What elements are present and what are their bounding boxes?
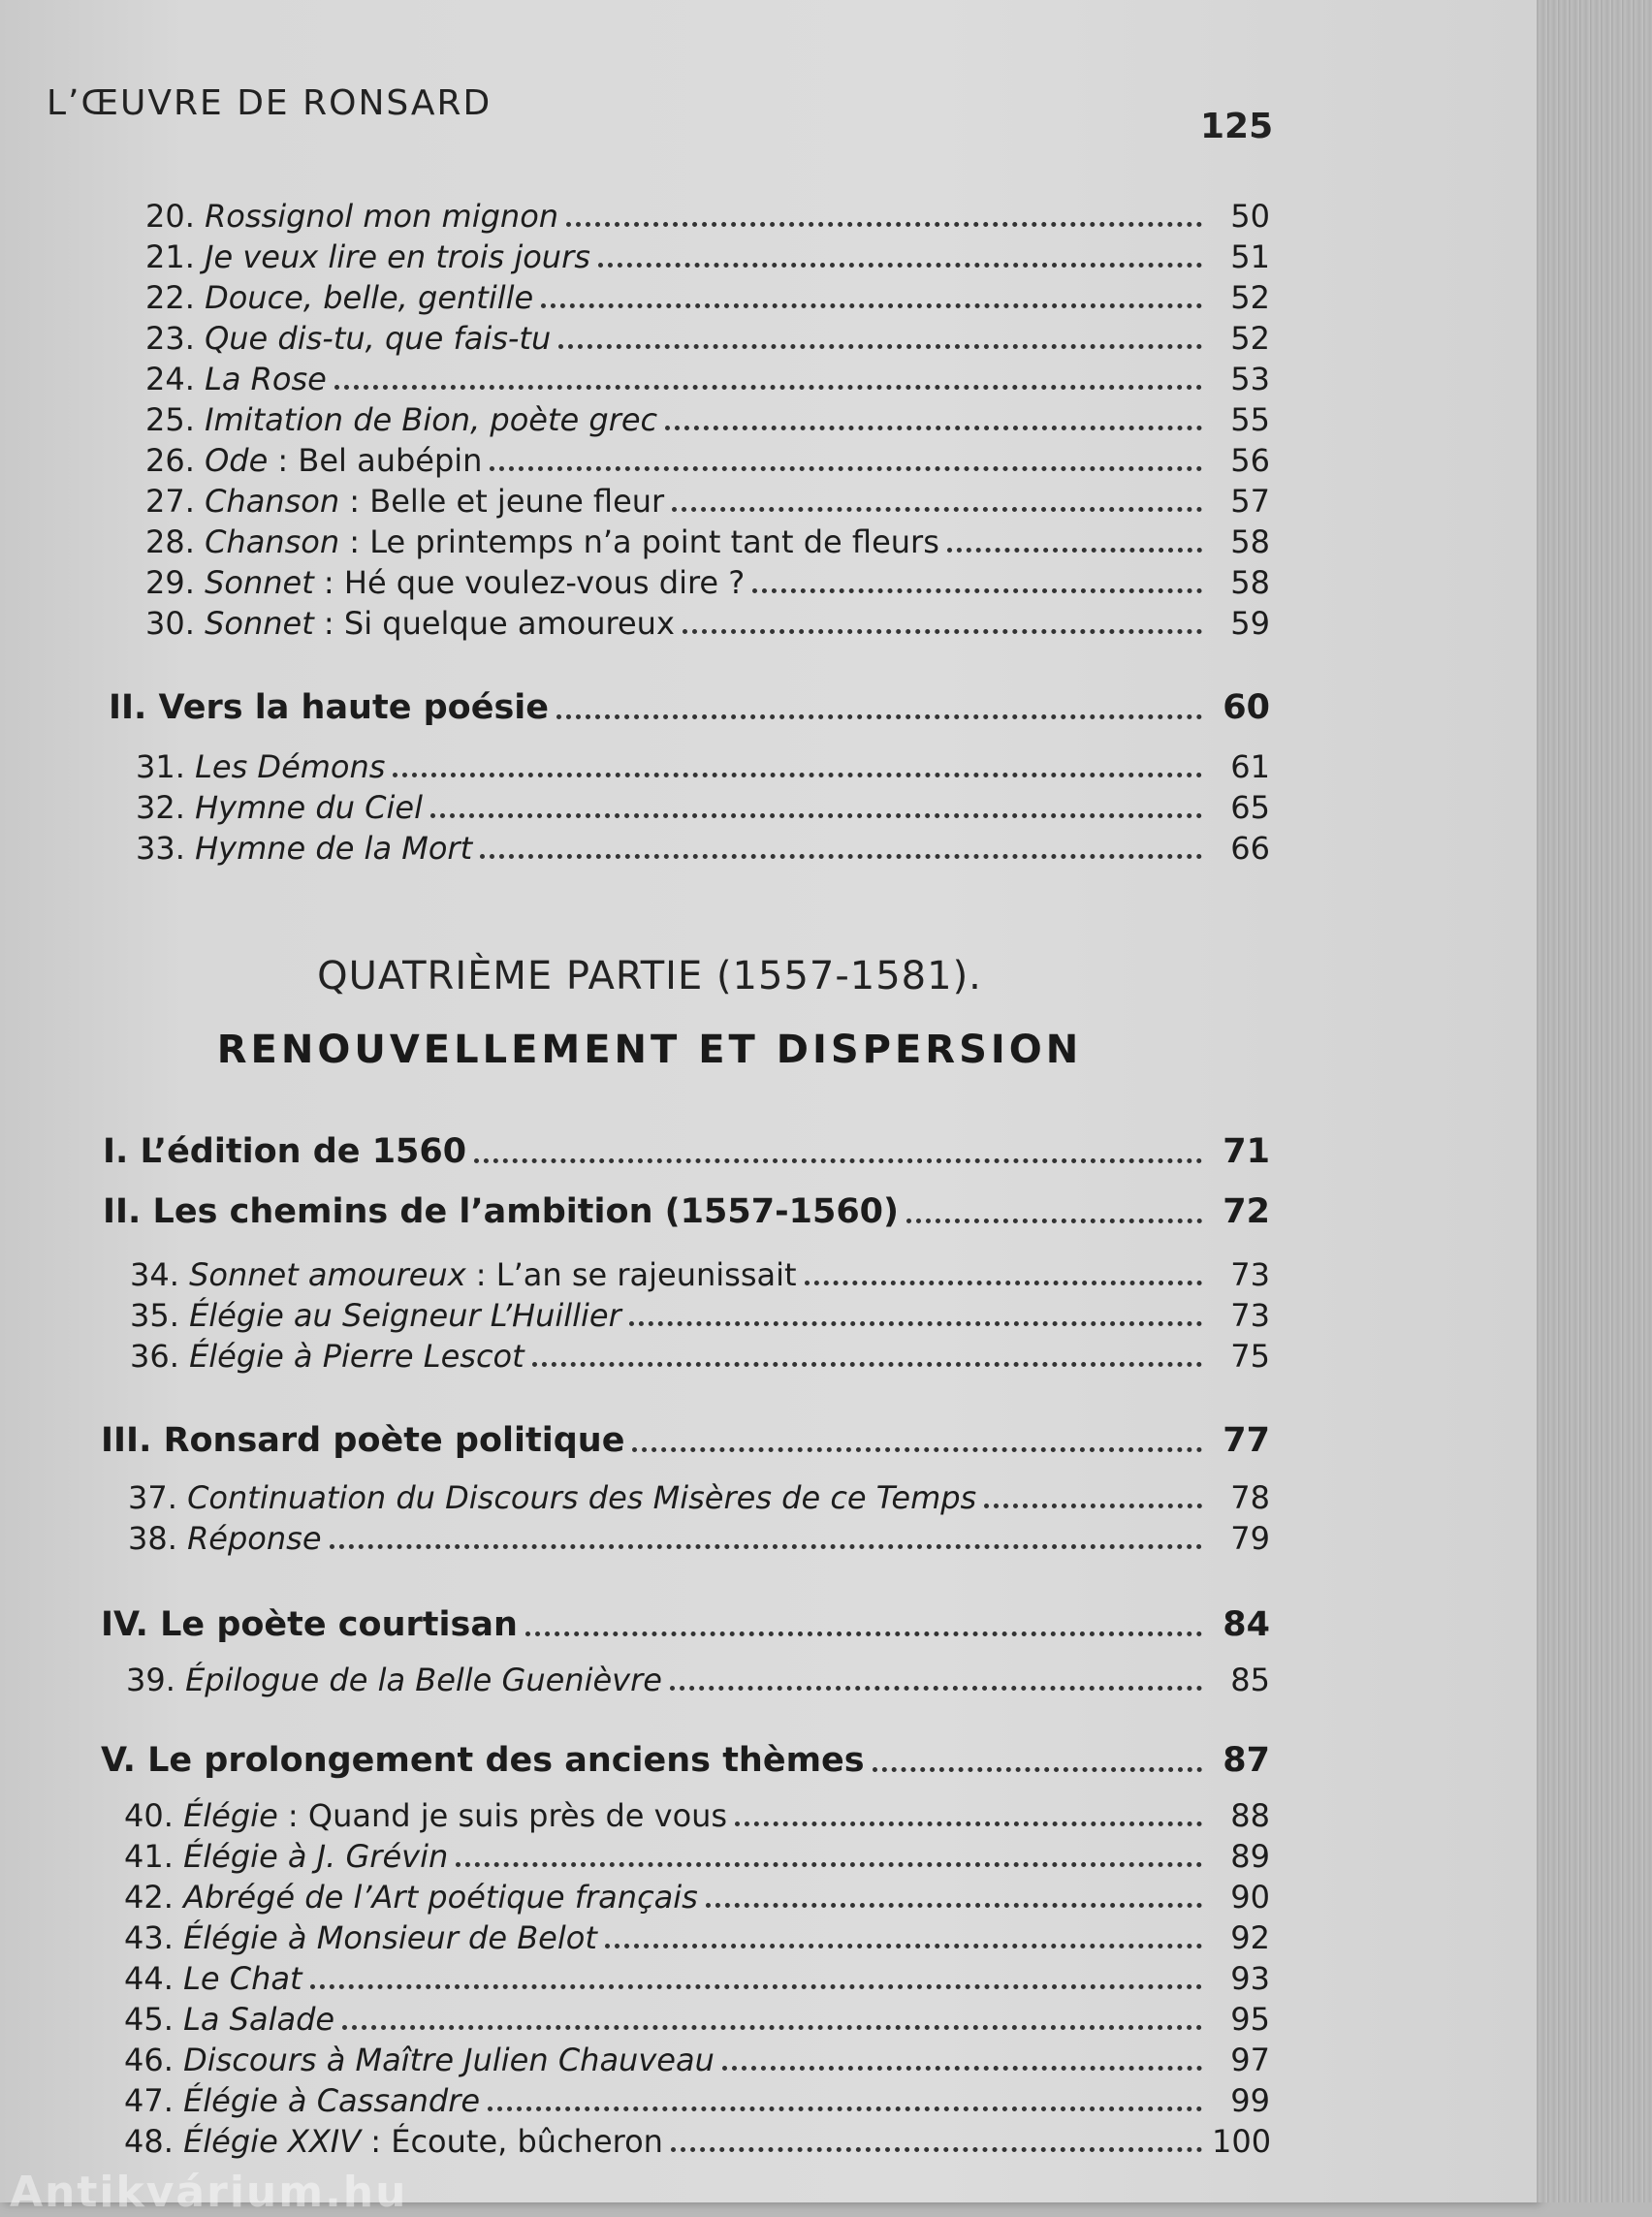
section-number: II. [109, 688, 159, 727]
dot-leader [873, 1767, 1202, 1772]
dot-leader [532, 1362, 1202, 1367]
toc-section[interactable] [0, 679, 1270, 727]
entry-number: 47. [124, 2082, 184, 2119]
entry-page: 89 [1230, 1838, 1270, 1875]
dot-leader [722, 2066, 1202, 2071]
section-title: L’édition de 1560 [140, 1132, 467, 1171]
toc-entry[interactable] [0, 1514, 1270, 1557]
entry-title: Épilogue de la Belle Guenièvre [185, 1662, 662, 1698]
toc-entry[interactable] [0, 1914, 1270, 1956]
entry-page: 61 [1230, 748, 1270, 785]
entry-number: 25. [145, 401, 206, 438]
entry-title-lead: Sonnet [205, 605, 314, 642]
entry-page: 88 [1230, 1797, 1270, 1834]
entry-number: 22. [145, 279, 206, 316]
entry-number: 27. [145, 483, 206, 520]
entry-title: Abrégé de l’Art poétique français [183, 1879, 698, 1916]
toc-entry[interactable] [0, 273, 1270, 316]
entry-page: 93 [1230, 1960, 1270, 1997]
entry-number: 38. [128, 1520, 188, 1557]
dot-leader [605, 1944, 1202, 1948]
dot-leader [393, 773, 1202, 777]
entry-title: Élégie à Cassandre [183, 2082, 481, 2119]
watermark: Antikvárium.hu [10, 2168, 408, 2217]
section-page: 87 [1223, 1741, 1270, 1780]
dot-leader [541, 303, 1202, 308]
dot-leader [342, 2025, 1202, 2030]
dot-leader [525, 1631, 1202, 1636]
dot-leader [480, 854, 1202, 859]
section-page: 71 [1223, 1132, 1270, 1171]
entry-title: La Salade [183, 2001, 335, 2038]
section-page: 84 [1223, 1605, 1270, 1644]
entry-title-lead: Élégie [183, 1797, 278, 1834]
dot-leader [805, 1281, 1202, 1285]
entry-page: 99 [1230, 2082, 1270, 2119]
entry-title: Élégie à J. Grévin [183, 1838, 449, 1875]
entry-title [205, 564, 745, 601]
entry-title: Les Démons [195, 748, 386, 785]
toc-entry[interactable] [0, 314, 1270, 357]
dot-leader [334, 385, 1202, 390]
entry-page: 58 [1230, 523, 1270, 560]
entry-number: 26. [145, 442, 206, 479]
entry-page: 55 [1230, 401, 1270, 438]
toc-entry[interactable] [0, 824, 1270, 867]
toc-entry[interactable] [0, 477, 1270, 520]
dot-leader [556, 714, 1202, 719]
entry-title: Douce, belle, gentille [205, 279, 534, 316]
dot-leader [310, 1984, 1202, 1989]
entry-title: Que dis-tu, que fais-tu [205, 320, 552, 357]
entry-title [205, 442, 482, 479]
dot-leader [665, 426, 1202, 430]
entry-title-lead: Élégie XXIV [183, 2123, 362, 2160]
dot-leader [629, 1321, 1202, 1326]
entry-number: 37. [128, 1479, 188, 1516]
entry-number: 46. [124, 2042, 184, 2078]
entry-title-lead: Chanson [205, 483, 340, 520]
toc-entry[interactable] [0, 1473, 1270, 1516]
section-page: 60 [1223, 688, 1270, 727]
dot-leader [456, 1862, 1202, 1867]
toc-entry[interactable] [0, 396, 1270, 438]
entry-title-rest: : Hé que voulez-vous dire ? [313, 564, 746, 601]
entry-page: 51 [1230, 238, 1270, 275]
entry-title: Continuation du Discours des Misères de ce Temps [187, 1479, 977, 1516]
entry-title-rest: : Bel aubépin [268, 442, 483, 479]
toc-entry[interactable] [0, 1791, 1270, 1834]
section-title: Ronsard poète politique [163, 1421, 625, 1460]
entry-title: Imitation de Bion, poète grec [205, 401, 658, 438]
toc-section[interactable] [0, 1596, 1270, 1644]
entry-title-rest: : L’an se rajeunissait [465, 1256, 797, 1293]
entry-number: 45. [124, 2001, 184, 2038]
entry-page: 52 [1230, 320, 1270, 357]
part-title: QUATRIÈME PARTIE (1557-1581). [317, 954, 982, 998]
entry-number: 23. [145, 320, 206, 357]
toc-entry[interactable] [0, 518, 1270, 560]
toc-entry[interactable] [0, 783, 1270, 826]
entry-page: 53 [1230, 361, 1270, 397]
book-spine [1537, 0, 1652, 2202]
toc-entry[interactable] [0, 1656, 1270, 1698]
entry-number: 43. [124, 1919, 184, 1956]
entry-title-lead: Ode [205, 442, 269, 479]
section-number: IV. [101, 1605, 161, 1644]
entry-title [189, 1256, 796, 1293]
dot-leader [490, 466, 1202, 471]
entry-title [183, 2123, 663, 2160]
entry-page: 73 [1230, 1256, 1270, 1293]
toc-entry[interactable] [0, 1954, 1270, 1997]
entry-number: 36. [130, 1338, 190, 1375]
dot-leader [330, 1544, 1202, 1549]
entry-number: 44. [124, 1960, 184, 1997]
dot-leader [947, 548, 1202, 553]
entry-number: 39. [126, 1662, 186, 1698]
entry-number: 48. [124, 2123, 184, 2160]
entry-number: 32. [136, 789, 196, 826]
toc-entry[interactable] [0, 2036, 1270, 2078]
dot-leader [670, 1686, 1202, 1691]
section-title: Le prolongement des anciens thèmes [147, 1741, 865, 1780]
toc-entry[interactable] [0, 743, 1270, 785]
toc-entry[interactable] [0, 1995, 1270, 2038]
dot-leader [488, 2106, 1202, 2111]
dot-leader [474, 1158, 1202, 1163]
entry-title [205, 523, 939, 560]
section-number: III. [101, 1421, 164, 1460]
entry-number: 42. [124, 1879, 184, 1916]
entry-number: 35. [130, 1297, 190, 1334]
toc-entry[interactable] [0, 2117, 1270, 2160]
dot-leader [906, 1219, 1202, 1223]
toc-entry[interactable] [0, 1832, 1270, 1875]
dot-leader [706, 1903, 1202, 1908]
toc-entry[interactable] [0, 1291, 1270, 1334]
entry-number: 33. [136, 830, 196, 867]
section-title: Vers la haute poésie [158, 688, 550, 727]
page-number: 125 [1200, 107, 1274, 146]
entry-page: 78 [1230, 1479, 1270, 1516]
entry-page: 65 [1230, 789, 1270, 826]
section-title: Les chemins de l’ambition (1557-1560) [152, 1192, 900, 1231]
toc-entry[interactable] [0, 233, 1270, 275]
entry-title: Le Chat [183, 1960, 302, 1997]
section-number: II. [103, 1192, 153, 1231]
entry-title-lead: Sonnet amoureux [189, 1256, 466, 1293]
toc-entry[interactable] [0, 558, 1270, 601]
entry-page: 92 [1230, 1919, 1270, 1956]
entry-page: 85 [1230, 1662, 1270, 1698]
toc-entry[interactable] [0, 599, 1270, 642]
dot-leader [984, 1504, 1202, 1508]
entry-title: Discours à Maître Julien Chauveau [183, 2042, 715, 2078]
entry-page: 52 [1230, 279, 1270, 316]
entry-page: 73 [1230, 1297, 1270, 1334]
dot-leader [752, 588, 1202, 593]
entry-number: 41. [124, 1838, 184, 1875]
entry-page: 75 [1230, 1338, 1270, 1375]
dot-leader [632, 1447, 1202, 1452]
entry-page: 66 [1230, 830, 1270, 867]
entry-title: Élégie à Monsieur de Belot [183, 1919, 597, 1956]
running-header-title: L’ŒUVRE DE RONSARD [47, 83, 492, 123]
entry-title: Réponse [187, 1520, 322, 1557]
entry-title-lead: Sonnet [205, 564, 314, 601]
dot-leader [683, 629, 1202, 634]
toc-section[interactable] [0, 1183, 1270, 1231]
dot-leader [671, 2147, 1202, 2152]
entry-page: 97 [1230, 2042, 1270, 2078]
dot-leader [598, 263, 1202, 268]
toc-section[interactable] [0, 1123, 1270, 1171]
entry-number: 30. [145, 605, 206, 642]
toc-entry[interactable] [0, 1251, 1270, 1293]
entry-page: 90 [1230, 1879, 1270, 1916]
part-subtitle: RENOUVELLEMENT ET DISPERSION [216, 1028, 1083, 1072]
section-number: V. [101, 1741, 148, 1780]
toc-entry[interactable] [0, 1873, 1270, 1916]
entry-number: 31. [136, 748, 196, 785]
entry-title: Hymne du Ciel [195, 789, 423, 826]
dot-leader [558, 344, 1202, 349]
entry-page: 100 [1212, 2123, 1272, 2160]
entry-page: 58 [1230, 564, 1270, 601]
entry-title: Hymne de la Mort [195, 830, 473, 867]
entry-page: 59 [1230, 605, 1270, 642]
toc-entry[interactable] [0, 355, 1270, 397]
entry-title: Rossignol mon mignon [205, 198, 559, 235]
entry-title [205, 605, 675, 642]
entry-title-rest: : Si quelque amoureux [313, 605, 675, 642]
entry-title-rest: : Le printemps n’a point tant de fleurs [339, 523, 939, 560]
entry-title: Je veux lire en trois jours [205, 238, 590, 275]
toc-entry[interactable] [0, 192, 1270, 235]
toc-entry[interactable] [0, 436, 1270, 479]
section-number: I. [103, 1132, 141, 1171]
dot-leader [566, 222, 1202, 227]
entry-title: Élégie au Seigneur L’Huillier [189, 1297, 621, 1334]
entry-number: 24. [145, 361, 206, 397]
entry-number: 21. [145, 238, 206, 275]
entry-number: 40. [124, 1797, 184, 1834]
entry-title: La Rose [205, 361, 327, 397]
dot-leader [430, 813, 1202, 818]
entry-title-rest: : Belle et jeune fleur [339, 483, 665, 520]
entry-title: Élégie à Pierre Lescot [189, 1338, 524, 1375]
section-page: 72 [1223, 1192, 1270, 1231]
entry-page: 56 [1230, 442, 1270, 479]
entry-number: 28. [145, 523, 206, 560]
toc-section[interactable] [0, 1731, 1270, 1780]
entry-title [183, 1797, 727, 1834]
toc-section[interactable] [0, 1411, 1270, 1460]
entry-page: 79 [1230, 1520, 1270, 1557]
entry-title-rest: : Écoute, bûcheron [361, 2123, 663, 2160]
section-title: Le poète courtisan [160, 1605, 518, 1644]
entry-page: 57 [1230, 483, 1270, 520]
entry-number: 29. [145, 564, 206, 601]
entry-number: 34. [130, 1256, 190, 1293]
toc-entry[interactable] [0, 1332, 1270, 1375]
entry-number: 20. [145, 198, 206, 235]
entry-page: 95 [1230, 2001, 1270, 2038]
section-page: 77 [1223, 1421, 1270, 1460]
dot-leader [672, 507, 1202, 512]
entry-title-rest: : Quand je suis près de vous [277, 1797, 728, 1834]
entry-page: 50 [1230, 198, 1270, 235]
entry-title [205, 483, 664, 520]
dot-leader [735, 1821, 1202, 1826]
entry-title-lead: Chanson [205, 523, 340, 560]
toc-entry[interactable] [0, 2076, 1270, 2119]
